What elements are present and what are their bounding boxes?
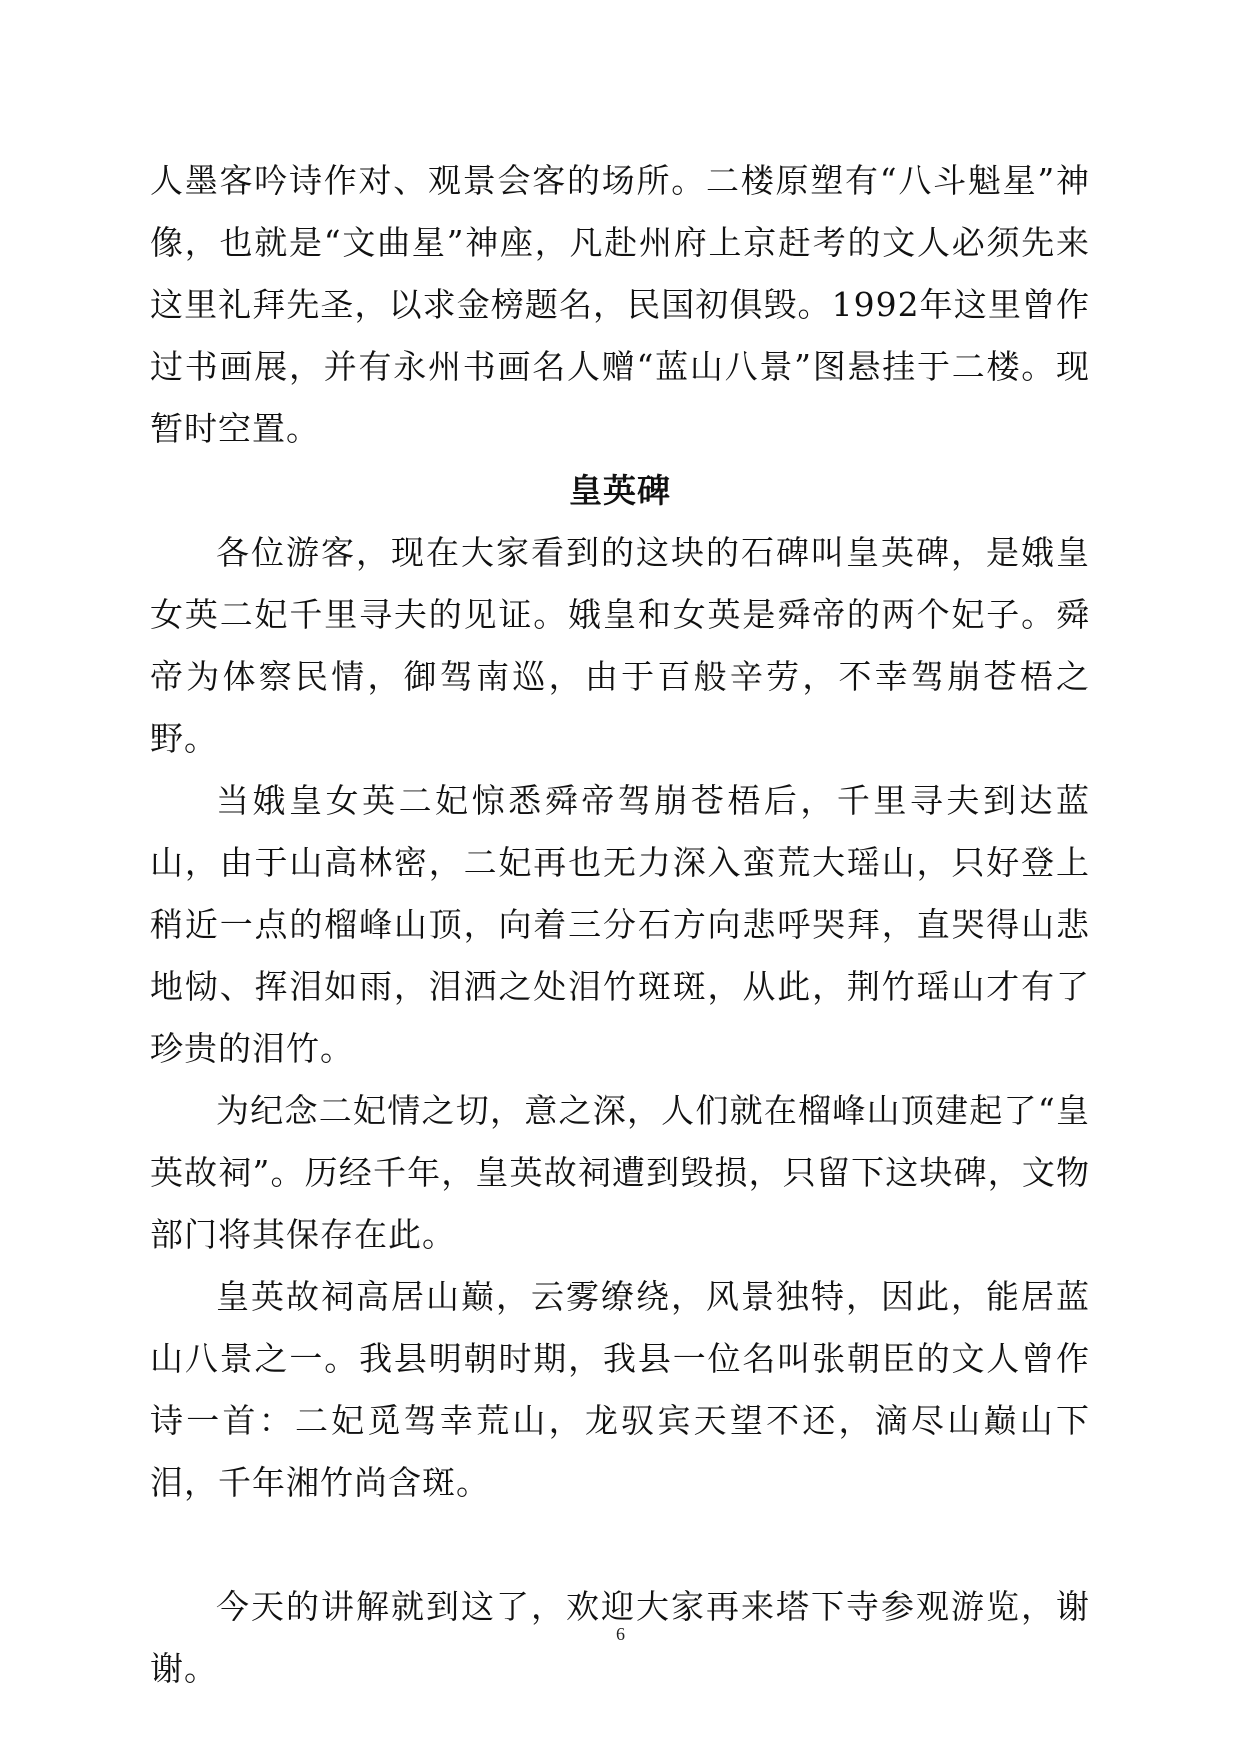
blank-line <box>150 1514 1090 1576</box>
intro-paragraph: 人墨客吟诗作对、观景会客的场所。二楼原塑有“八斗魁星”神像，也就是“文曲星”神座，凡赴州府上京赶考的文人必须先来这里礼拜先圣，以求金榜题名，民国初俱毁。1992年这里曾作过书画展，并有永州书画名人赠“蓝山八景”图悬挂于二楼。现暂时空置。 <box>150 161 1090 448</box>
section-title: 皇英碑 <box>569 471 671 510</box>
page-number: 6 <box>616 1624 625 1644</box>
paragraph-2: 当娥皇女英二妃惊悉舜帝驾崩苍梧后，千里寻夫到达蓝山，由于山高林密，二妃再也无力深入蛮荒大瑶山，只好登上稍近一点的榴峰山顶，向着三分石方向悲呼哭拜，直哭得山悲地恸、挥泪如雨，泪洒之处泪竹斑斑，从此，荆竹瑶山才有了珍贵的泪竹。 <box>150 781 1090 1068</box>
paragraph-4: 皇英故祠高居山巅，云雾缭绕，风景独特，因此，能居蓝山八景之一。我县明朝时期，我县一位名叫张朝臣的文人曾作诗一首：二妃觅驾幸荒山，龙驭宾天望不还，滴尽山巅山下泪，千年湘竹尚含斑。 <box>150 1277 1090 1502</box>
closing-paragraph: 今天的讲解就到这了，欢迎大家再来塔下寺参观游览，谢谢。 <box>150 1587 1090 1688</box>
paragraph-1: 各位游客，现在大家看到的这块的石碑叫皇英碑，是娥皇女英二妃千里寻夫的见证。娥皇和女英是舜帝的两个妃子。舜帝为体察民情，御驾南巡，由于百般辛劳，不幸驾崩苍梧之野。 <box>150 533 1090 758</box>
paragraph-3: 为纪念二妃情之切，意之深，人们就在榴峰山顶建起了“皇英故祠”。历经千年，皇英故祠遭到毁损，只留下这块碑，文物部门将其保存在此。 <box>150 1091 1090 1254</box>
document-body <box>150 150 1090 1700</box>
